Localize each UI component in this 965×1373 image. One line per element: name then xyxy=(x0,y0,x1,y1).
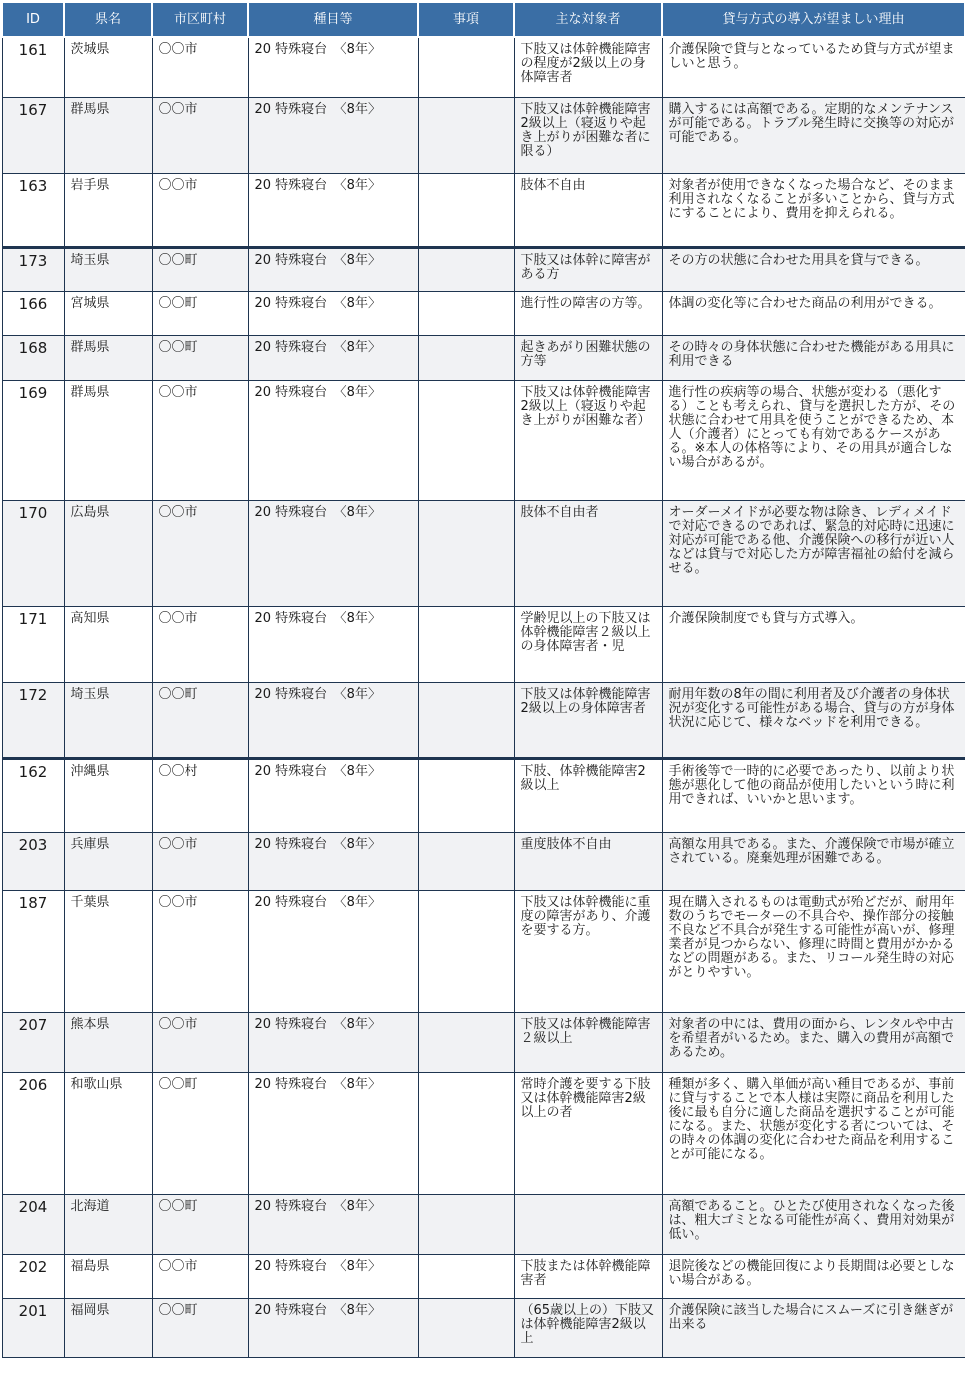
header-item-type: 種目等 xyxy=(248,2,418,37)
cell-item-type: 20 特殊寝台 〈8年〉 xyxy=(248,832,418,890)
cell-target-persons: 下肢又は体幹機能障害の程度が2級以上の身体障害者 xyxy=(514,37,662,97)
cell-matter xyxy=(418,832,514,890)
cell-matter xyxy=(418,291,514,335)
cell-item-type: 20 特殊寝台 〈8年〉 xyxy=(248,1254,418,1298)
table-row xyxy=(2,758,965,832)
cell-id: 161 xyxy=(2,37,64,97)
table-row xyxy=(2,335,965,380)
cell-item-type: 20 特殊寝台 〈8年〉 xyxy=(248,247,418,291)
cell-item-type: 20 特殊寝台 〈8年〉 xyxy=(248,890,418,1012)
table-body xyxy=(2,37,965,1357)
table-row xyxy=(2,380,965,500)
cell-rental-reason: 高額な用具である。また、介護保険で市場が確立されている。廃棄処理が困難である。 xyxy=(662,832,965,890)
cell-matter xyxy=(418,380,514,500)
cell-item-type: 20 特殊寝台 〈8年〉 xyxy=(248,291,418,335)
table-row xyxy=(2,890,965,1012)
cell-matter xyxy=(418,1254,514,1298)
cell-item-type: 20 特殊寝台 〈8年〉 xyxy=(248,500,418,606)
cell-municipality: 〇〇市 xyxy=(152,1254,248,1298)
cell-target-persons: 下肢又は体幹機能に重度の障害があり、介護を要する方。 xyxy=(514,890,662,1012)
table-row xyxy=(2,173,965,247)
table-header xyxy=(2,2,965,37)
cell-rental-reason: オーダーメイドが必要な物は除き、レディメイドで対応できるのであれば、緊急的対応時に迅速に対応が可能である他、介護保険への移行が近い人などは貸与で対応した方が障害福祉の給付を減らせる。 xyxy=(662,500,965,606)
cell-matter xyxy=(418,758,514,832)
cell-matter xyxy=(418,682,514,758)
cell-item-type: 20 特殊寝台 〈8年〉 xyxy=(248,335,418,380)
table-row xyxy=(2,1298,965,1357)
cell-item-type: 20 特殊寝台 〈8年〉 xyxy=(248,97,418,173)
equipment-rental-table xyxy=(1,1,965,1358)
cell-id: 187 xyxy=(2,890,64,1012)
cell-matter xyxy=(418,173,514,247)
cell-target-persons: 下肢又は体幹機能障害2級以上（寝返りや起き上がりが困難な者） xyxy=(514,380,662,500)
cell-municipality: 〇〇市 xyxy=(152,606,248,682)
cell-matter xyxy=(418,1298,514,1357)
cell-target-persons: 起きあがり困難状態の方等 xyxy=(514,335,662,380)
cell-municipality: 〇〇町 xyxy=(152,682,248,758)
cell-matter xyxy=(418,247,514,291)
cell-matter xyxy=(418,97,514,173)
cell-item-type: 20 特殊寝台 〈8年〉 xyxy=(248,682,418,758)
cell-target-persons: （65歳以上の）下肢又は体幹機能障害2級以上 xyxy=(514,1298,662,1357)
cell-municipality: 〇〇市 xyxy=(152,173,248,247)
cell-municipality: 〇〇町 xyxy=(152,291,248,335)
cell-prefecture: 熊本県 xyxy=(64,1012,152,1072)
cell-target-persons: 学齢児以上の下肢又は体幹機能障害２級以上の身体障害者・児 xyxy=(514,606,662,682)
cell-id: 207 xyxy=(2,1012,64,1072)
table-row xyxy=(2,832,965,890)
cell-target-persons: 下肢又は体幹機能障害2級以上の身体障害者 xyxy=(514,682,662,758)
cell-id: 166 xyxy=(2,291,64,335)
cell-prefecture: 福岡県 xyxy=(64,1298,152,1357)
cell-municipality: 〇〇町 xyxy=(152,1072,248,1194)
cell-prefecture: 広島県 xyxy=(64,500,152,606)
cell-matter xyxy=(418,1194,514,1254)
table-row xyxy=(2,682,965,758)
table-row xyxy=(2,606,965,682)
cell-target-persons: 下肢又は体幹機能障害２級以上 xyxy=(514,1012,662,1072)
cell-prefecture: 兵庫県 xyxy=(64,832,152,890)
cell-municipality: 〇〇町 xyxy=(152,335,248,380)
cell-prefecture: 群馬県 xyxy=(64,335,152,380)
cell-municipality: 〇〇町 xyxy=(152,1194,248,1254)
cell-rental-reason: 退院後などの機能回復により長期間は必要としない場合がある。 xyxy=(662,1254,965,1298)
header-rental-reason: 貸与方式の導入が望ましい理由 xyxy=(662,2,965,37)
cell-prefecture: 北海道 xyxy=(64,1194,152,1254)
cell-prefecture: 群馬県 xyxy=(64,380,152,500)
table-row xyxy=(2,1012,965,1072)
cell-municipality: 〇〇市 xyxy=(152,37,248,97)
cell-item-type: 20 特殊寝台 〈8年〉 xyxy=(248,1012,418,1072)
cell-municipality: 〇〇町 xyxy=(152,247,248,291)
cell-rental-reason: 耐用年数の8年の間に利用者及び介護者の身体状況が変化する可能性がある場合、貸与の方が身体状況に応じて、様々なベッドを利用できる。 xyxy=(662,682,965,758)
cell-municipality: 〇〇市 xyxy=(152,380,248,500)
cell-item-type: 20 特殊寝台 〈8年〉 xyxy=(248,1298,418,1357)
cell-rental-reason: 対象者が使用できなくなった場合など、そのまま利用されなくなることが多いことから、貸与方式にすることにより、費用を抑えられる。 xyxy=(662,173,965,247)
cell-target-persons: 常時介護を要する下肢又は体幹機能障害2級以上の者 xyxy=(514,1072,662,1194)
table-row xyxy=(2,1194,965,1254)
table-row xyxy=(2,1254,965,1298)
header-target-persons: 主な対象者 xyxy=(514,2,662,37)
cell-municipality: 〇〇村 xyxy=(152,758,248,832)
cell-rental-reason: 介護保険で貸与となっているため貸与方式が望ましいと思う。 xyxy=(662,37,965,97)
cell-target-persons: 進行性の障害の方等。 xyxy=(514,291,662,335)
cell-prefecture: 宮城県 xyxy=(64,291,152,335)
cell-target-persons: 下肢または体幹機能障害者 xyxy=(514,1254,662,1298)
cell-id: 162 xyxy=(2,758,64,832)
cell-target-persons: 下肢、体幹機能障害2級以上 xyxy=(514,758,662,832)
cell-item-type: 20 特殊寝台 〈8年〉 xyxy=(248,1072,418,1194)
cell-item-type: 20 特殊寝台 〈8年〉 xyxy=(248,1194,418,1254)
cell-prefecture: 岩手県 xyxy=(64,173,152,247)
cell-rental-reason: 介護保険制度でも貸与方式導入。 xyxy=(662,606,965,682)
cell-rental-reason: その方の状態に合わせた用具を貸与できる。 xyxy=(662,247,965,291)
cell-id: 202 xyxy=(2,1254,64,1298)
cell-prefecture: 群馬県 xyxy=(64,97,152,173)
cell-id: 168 xyxy=(2,335,64,380)
cell-id: 169 xyxy=(2,380,64,500)
header-prefecture: 県名 xyxy=(64,2,152,37)
table-row xyxy=(2,1072,965,1194)
table-row xyxy=(2,97,965,173)
cell-rental-reason: 現在購入されるものは電動式が殆どだが、耐用年数のうちでモーターの不具合や、操作部分の接触不良など不具合が発生する可能性が高いが、修理業者が見つからない、修理に時間と費用がかかるなどの問題がある。また、リコール発生時の対応がとりやすい。 xyxy=(662,890,965,1012)
cell-id: 201 xyxy=(2,1298,64,1357)
cell-id: 203 xyxy=(2,832,64,890)
cell-id: 170 xyxy=(2,500,64,606)
header-municipality: 市区町村 xyxy=(152,2,248,37)
cell-id: 171 xyxy=(2,606,64,682)
table-row xyxy=(2,500,965,606)
table-row xyxy=(2,291,965,335)
cell-municipality: 〇〇市 xyxy=(152,1012,248,1072)
cell-prefecture: 埼玉県 xyxy=(64,682,152,758)
cell-rental-reason: 体調の変化等に合わせた商品の利用ができる。 xyxy=(662,291,965,335)
cell-target-persons: 肢体不自由 xyxy=(514,173,662,247)
table-row xyxy=(2,247,965,291)
cell-prefecture: 和歌山県 xyxy=(64,1072,152,1194)
cell-prefecture: 高知県 xyxy=(64,606,152,682)
cell-rental-reason: その時々の身体状態に合わせた機能がある用具に利用できる xyxy=(662,335,965,380)
cell-rental-reason: 対象者の中には、費用の面から、レンタルや中古を希望者がいるため。また、購入の費用が高額であるため。 xyxy=(662,1012,965,1072)
cell-prefecture: 沖縄県 xyxy=(64,758,152,832)
cell-prefecture: 埼玉県 xyxy=(64,247,152,291)
cell-rental-reason: 介護保険に該当した場合にスムーズに引き継ぎが出来る xyxy=(662,1298,965,1357)
cell-municipality: 〇〇市 xyxy=(152,97,248,173)
cell-target-persons: 下肢又は体幹機能障害2級以上（寝返りや起き上がりが困難な者に限る） xyxy=(514,97,662,173)
header-matter: 事項 xyxy=(418,2,514,37)
cell-matter xyxy=(418,890,514,1012)
cell-id: 173 xyxy=(2,247,64,291)
cell-item-type: 20 特殊寝台 〈8年〉 xyxy=(248,37,418,97)
cell-prefecture: 千葉県 xyxy=(64,890,152,1012)
cell-id: 204 xyxy=(2,1194,64,1254)
table-row xyxy=(2,37,965,97)
cell-id: 167 xyxy=(2,97,64,173)
cell-target-persons: 下肢又は体幹に障害がある方 xyxy=(514,247,662,291)
cell-municipality: 〇〇町 xyxy=(152,1298,248,1357)
cell-prefecture: 茨城県 xyxy=(64,37,152,97)
cell-target-persons xyxy=(514,1194,662,1254)
cell-municipality: 〇〇市 xyxy=(152,890,248,1012)
cell-prefecture: 福島県 xyxy=(64,1254,152,1298)
cell-target-persons: 重度肢体不自由 xyxy=(514,832,662,890)
cell-rental-reason: 高額であること。ひとたび使用されなくなった後は、粗大ゴミとなる可能性が高く、費用対効果が低い。 xyxy=(662,1194,965,1254)
cell-municipality: 〇〇市 xyxy=(152,832,248,890)
cell-municipality: 〇〇市 xyxy=(152,500,248,606)
cell-item-type: 20 特殊寝台 〈8年〉 xyxy=(248,380,418,500)
cell-rental-reason: 手術後等で一時的に必要であったり、以前より状態が悪化して他の商品が使用したいという時に利用できれば、いいかと思います。 xyxy=(662,758,965,832)
cell-matter xyxy=(418,335,514,380)
cell-matter xyxy=(418,500,514,606)
cell-matter xyxy=(418,606,514,682)
cell-id: 163 xyxy=(2,173,64,247)
cell-item-type: 20 特殊寝台 〈8年〉 xyxy=(248,758,418,832)
cell-rental-reason: 購入するには高額である。定期的なメンテナンスが可能である。トラブル発生時に交換等の対応が可能である。 xyxy=(662,97,965,173)
cell-item-type: 20 特殊寝台 〈8年〉 xyxy=(248,606,418,682)
cell-id: 206 xyxy=(2,1072,64,1194)
cell-matter xyxy=(418,1072,514,1194)
header-id: ID xyxy=(2,2,64,37)
cell-rental-reason: 種類が多く、購入単価が高い種目であるが、事前に貸与することで本人様は実際に商品を利用した後に最も自分に適した商品を選択することが可能になる。また、状態が変化する者については、その時々の体調の変化に合わせた商品を利用することが可能になる。 xyxy=(662,1072,965,1194)
cell-id: 172 xyxy=(2,682,64,758)
cell-rental-reason: 進行性の疾病等の場合、状態が変わる（悪化する）ことも考えられ、貸与を選択した方が、その状態に合わせて用具を使うことができるため、本人（介護者）にとっても有効であるケースがある。※本人の体格等により、その用具が適合しない場合があるが。 xyxy=(662,380,965,500)
cell-matter xyxy=(418,37,514,97)
cell-target-persons: 肢体不自由者 xyxy=(514,500,662,606)
cell-matter xyxy=(418,1012,514,1072)
cell-item-type: 20 特殊寝台 〈8年〉 xyxy=(248,173,418,247)
